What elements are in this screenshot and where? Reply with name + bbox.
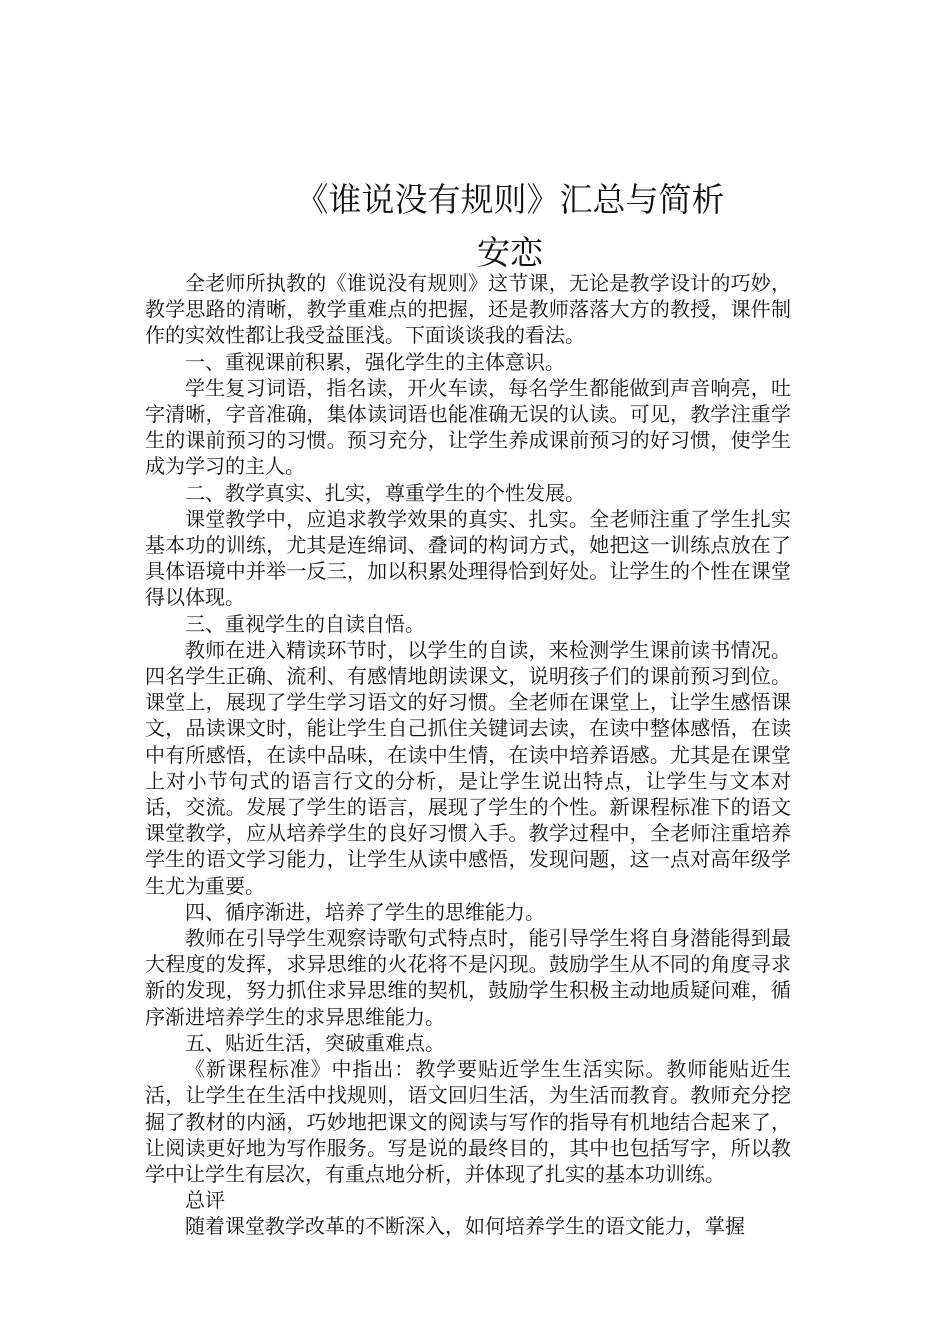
paragraph-summary: 随着课堂教学改革的不断深入，如何培养学生的语文能力，掌握: [185, 1214, 745, 1239]
paragraph-section-5: 《新课程标准》中指出：教学要贴近学生生活实际。教师能贴近生活，让学生在生活中找规则，语文回归生活，为生活而教育。教师充分挖掘了教材的内涵，巧妙地把课文的阅读与写作的指导有机地结合起来了，让阅读更好地为写作服务。写是说的最终目的，其中也包括写字，所以教学中让学生有层次，有重点地分析，并体现了扎实的基本功训练。: [145, 1057, 791, 1186]
section-heading-2: 二、教学真实、扎实，尊重学生的个性发展。: [185, 480, 585, 505]
section-heading-5: 五、贴近生活，突破重难点。: [185, 1030, 445, 1055]
section-heading-summary: 总评: [185, 1188, 225, 1213]
paragraph-section-1: 学生复习词语，指名读，开火车读，每名学生都能做到声音响亮，吐字清晰，字音准确，集体读词语也能准确无误的认读。可见，教学注重学生的课前预习的习惯。预习充分，让学生养成课前预习的好习惯，使学生成为学习的主人。: [145, 375, 791, 479]
section-heading-3: 三、重视学生的自读自悟。: [185, 611, 425, 636]
paragraph-section-4: 教师在引导学生观察诗歌句式特点时，能引导学生将自身潜能得到最大程度的发挥，求异思维的火花将不是闪现。鼓励学生从不同的角度寻求新的发现，努力抓住求异思维的契机，鼓励学生积极主动地质疑问难，循序渐进培养学生的求异思维能力。: [145, 926, 791, 1029]
document-body: [145, 270, 791, 1240]
section-heading-1: 一、重视课前积累，强化学生的主体意识。: [185, 349, 565, 374]
document-title: 《谁说没有规则》汇总与简析: [295, 180, 725, 219]
paragraph-intro: 全老师所执教的《谁说没有规则》这节课，无论是教学设计的巧妙，教学思路的清晰，教学重难点的把握，还是教师落落大方的教授，课件制作的实效性都让我受益匪浅。下面谈谈我的看法。: [145, 271, 791, 348]
paragraph-section-3: 教师在进入精读环节时，以学生的自读，来检测学生课前读书情况。四名学生正确、流利、有感情地朗读课文，说明孩子们的课前预习到位。课堂上，展现了学生学习语文的好习惯。全老师在课堂上，让学生感悟课文，品读课文时，能让学生自己抓住关键词去读，在读中整体感悟，在读中有所感悟，在读中品味，在读中生情，在读中培养语感。尤其是在课堂上对小节句式的语言行文的分析，是让学生说出特点，让学生与文本对话，交流。发展了学生的语言，展现了学生的个性。新课程标准下的语文课堂教学，应从培养学生的良好习惯入手。教学过程中，全老师注重培养学生的语文学习能力，让学生从读中感悟，发现问题，这一点对高年级学生尤为重要。: [145, 637, 791, 898]
paragraph-section-2: 课堂教学中，应追求教学效果的真实、扎实。全老师注重了学生扎实基本功的训练，尤其是连绵词、叠词的构词方式，她把这一训练点放在了具体语境中并举一反三，加以积累处理得恰到好处。让学生的个性在课堂得以体现。: [145, 506, 791, 610]
document-author: 安恋: [477, 233, 543, 272]
section-heading-4: 四、循序渐进，培养了学生的思维能力。: [185, 899, 545, 924]
